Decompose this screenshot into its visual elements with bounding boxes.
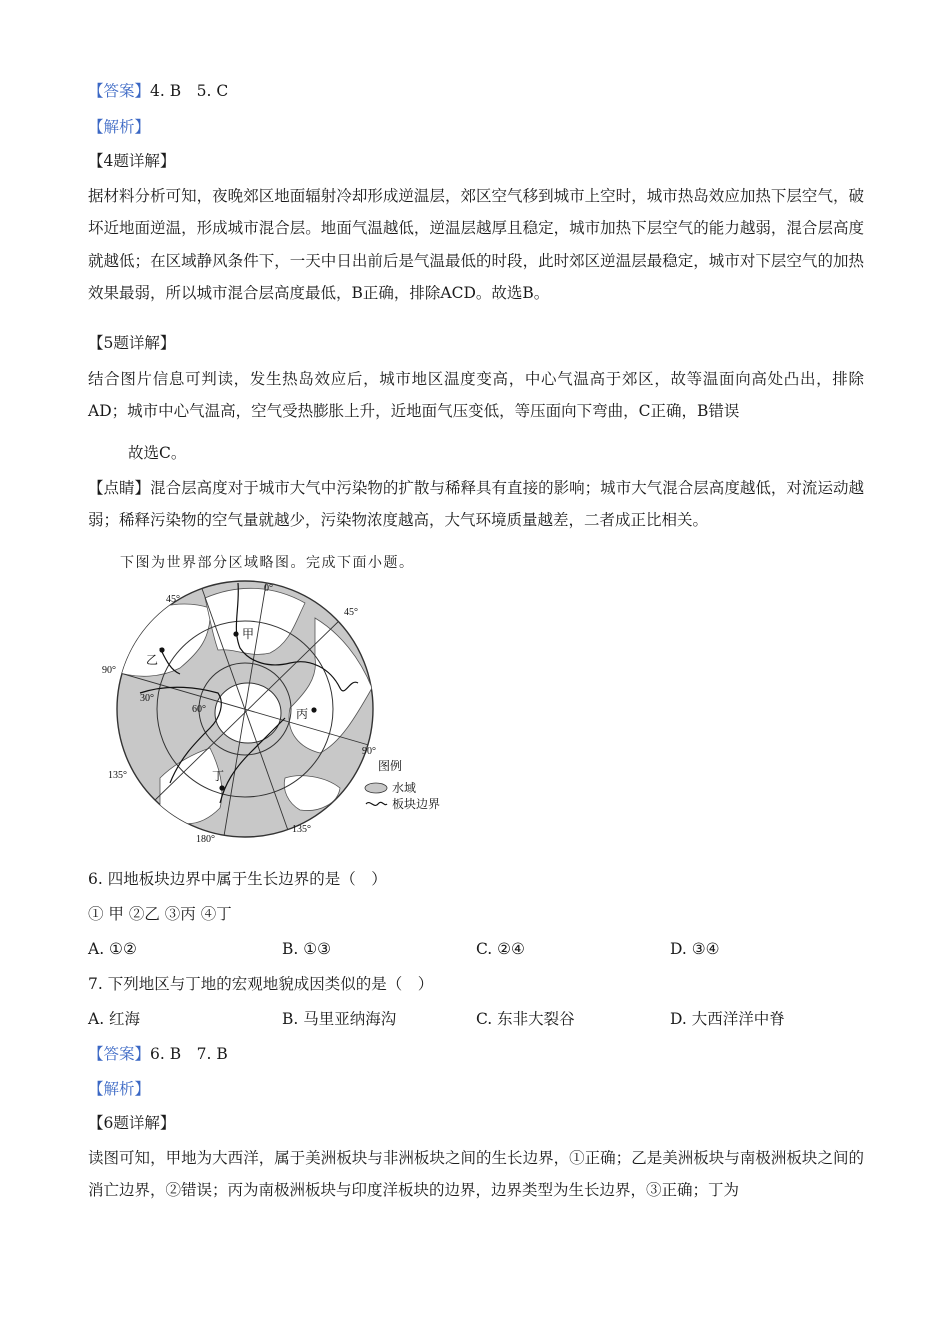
- answer-tag: 【答案】: [88, 82, 151, 100]
- degree-label: 45°: [344, 607, 358, 618]
- q7-option-b: B. 马里亚纳海沟: [282, 1010, 397, 1028]
- answer-tag: 【答案】: [88, 1045, 151, 1063]
- legend-water-label: 水域: [392, 781, 417, 795]
- tip-tag: 【点睛】: [88, 479, 151, 497]
- degree-label: 135°: [108, 770, 127, 781]
- degree-label: 45°: [166, 594, 180, 605]
- legend-title: 图例: [378, 759, 403, 773]
- figure-caption: 下图为世界部分区域略图。完成下面小题。: [120, 555, 415, 571]
- degree-label: 135°: [292, 824, 311, 835]
- place-label: 乙: [146, 653, 159, 667]
- degree-label: 90°: [362, 746, 376, 757]
- polar-map-figure: [100, 578, 470, 848]
- q6-items: ① 甲 ②乙 ③丙 ④丁: [88, 905, 232, 923]
- place-point-bing: [311, 707, 316, 712]
- q4-detail-tag: 【4题详解】: [88, 152, 176, 170]
- degree-label: 180°: [196, 834, 215, 845]
- place-label: 丁: [212, 769, 225, 783]
- q6-stem: 6. 四地板块边界中属于生长边界的是（ ）: [88, 870, 387, 888]
- q5-choice: 故选C。: [128, 444, 187, 462]
- answer-line-2: [88, 1043, 228, 1065]
- q6-option-b: B. ①③: [282, 940, 332, 958]
- place-point-ding: [219, 785, 224, 790]
- q6-option-a: A. ①②: [88, 940, 137, 958]
- degree-label: 60°: [192, 704, 206, 715]
- place-label: 丙: [296, 707, 309, 721]
- place-point-yi: [159, 647, 164, 652]
- q6-detail-text: 读图可知，甲地为大西洋，属于美洲板块与非洲板块之间的生长边界，①正确；乙是美洲板块与南极洲板块之间的消亡边界，②错误；丙为南极洲板块与印度洋板块的边界，边界类型为生长边界，③正确；丁为: [88, 1149, 864, 1200]
- analysis-tag: 【解析】: [88, 118, 151, 136]
- q6-option-c: C. ②④: [476, 940, 525, 958]
- place-point-jia: [233, 631, 238, 636]
- q7-option-c: C. 东非大裂谷: [476, 1010, 575, 1028]
- answer-text: 6. B 7. B: [150, 1045, 228, 1063]
- q5-detail-tag: 【5题详解】: [88, 334, 176, 352]
- degree-label: 0°: [264, 583, 273, 594]
- degree-label: 30°: [140, 693, 154, 704]
- q6-option-d: D. ③④: [670, 940, 720, 958]
- q7-option-d: D. 大西洋洋中脊: [670, 1010, 785, 1028]
- degree-label: 90°: [102, 665, 116, 676]
- tip-paragraph: [88, 472, 864, 537]
- place-label: 甲: [242, 627, 255, 641]
- legend-water-swatch: [365, 783, 387, 793]
- legend-boundary-swatch: [366, 802, 387, 805]
- q7-stem: 7. 下列地区与丁地的宏观地貌成因类似的是（ ）: [88, 975, 434, 993]
- answer-text: 4. B 5. C: [150, 82, 229, 100]
- q4-detail-text: 据材料分析可知，夜晚郊区地面辐射冷却形成逆温层，郊区空气移到城市上空时，城市热岛效应加热下层空气，破坏近地面逆温，形成城市混合层。地面气温越低，逆温层越厚且稳定，城市加热下层空气的能力越弱，混合层高度就越低；在区域静风条件下，一天中日出前后是气温最低的时段，此时郊区逆温层最稳定，城市对下层空气的加热效果最弱，所以城市混合层高度最低，B正确，排除ACD。故选B。: [88, 187, 864, 303]
- q7-option-a: A. 红海: [88, 1010, 141, 1028]
- q5-detail-text: 结合图片信息可判读，发生热岛效应后，城市地区温度变高，中心气温高于郊区，故等温面向高处凸出，排除AD；城市中心气温高，空气受热膨胀上升，近地面气压变低，等压面向下弯曲，C正确，B错误: [88, 370, 864, 421]
- tip-text: 混合层高度对于城市大气中污染物的扩散与稀释具有直接的影响；城市大气混合层高度越低，对流运动越弱；稀释污染物的空气量就越少，污染物浓度越高，大气环境质量越差，二者成正比相关。: [88, 479, 864, 530]
- answer-line-1: [88, 80, 228, 102]
- analysis-tag: 【解析】: [88, 1080, 151, 1098]
- q6-detail-tag: 【6题详解】: [88, 1114, 176, 1132]
- legend-boundary-label: 板块边界: [392, 797, 441, 811]
